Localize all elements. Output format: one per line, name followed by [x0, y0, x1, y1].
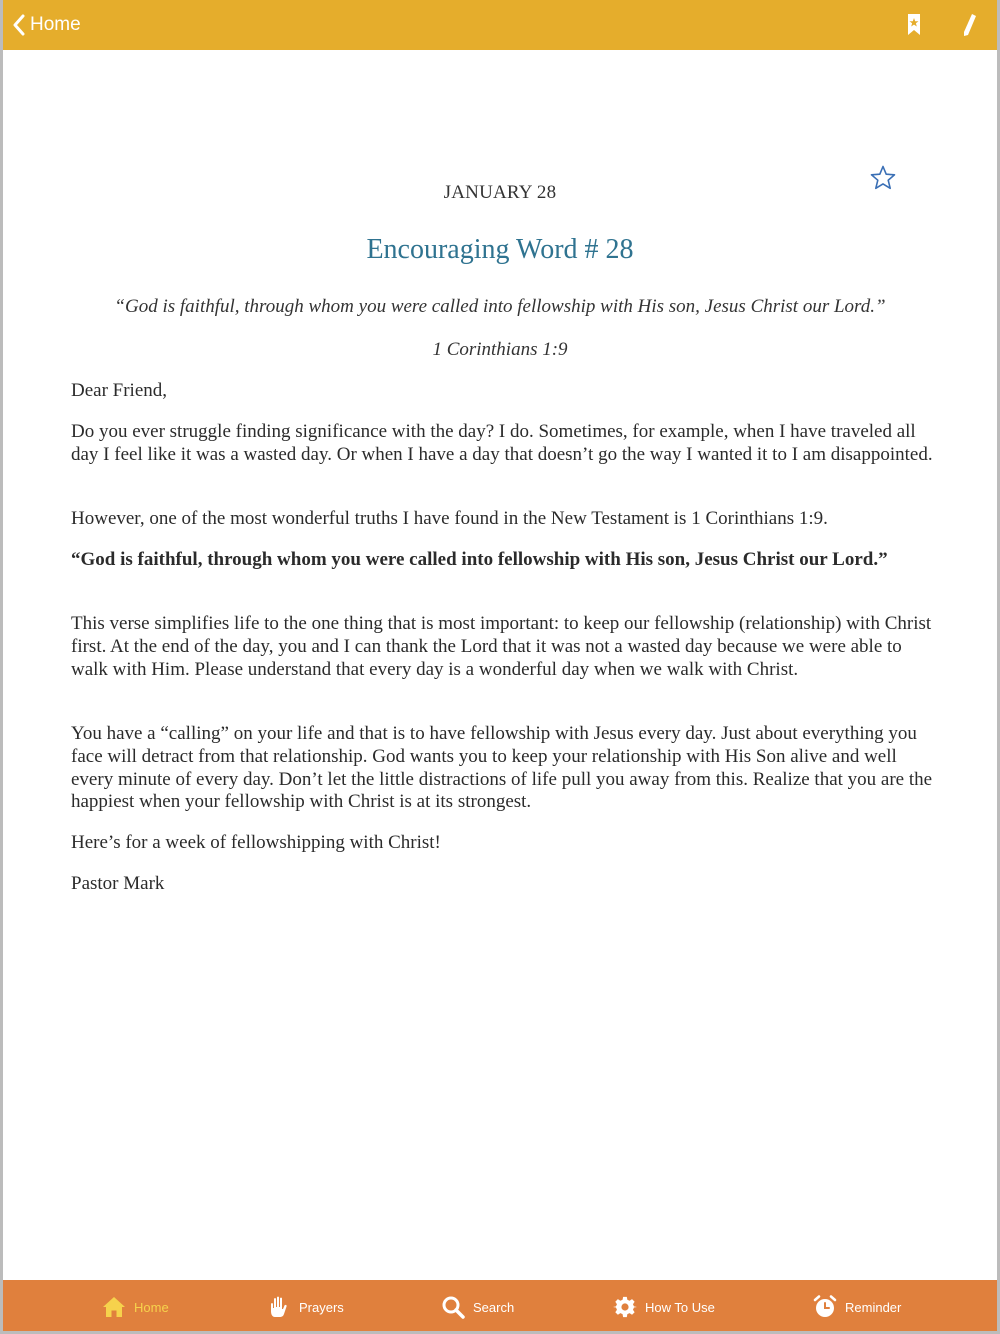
verse-reference: 1 Corinthians 1:9: [432, 339, 568, 360]
pencil-icon[interactable]: [957, 12, 983, 38]
favorite-star-icon[interactable]: [869, 164, 897, 192]
bold-verse-paragraph: “God is faithful, through whom you were called into fellowship with His son, Jesus Christ our Lord.”: [71, 549, 888, 570]
tab-search[interactable]: [441, 1280, 514, 1334]
paragraph: This verse simplifies life to the one thing that is most important: to keep our fellowship (relationship) with Christ first. At the end of the day, you and I can thank the Lord that it was not a wasted day because we were able to walk with Him. Please understand that every day is a wonderful day when we walk with Christ.: [71, 613, 932, 680]
paragraph: You have a “calling” on your life and that is to have fellowship with Jesus every day. Just about everything you face will detract from that relationship. God wants you to keep your relationship with His Son alive and well every minute of every day. Don’t let the little distractions of life pull you away from this. Realize that you are the happiest when your fellowship with Christ is at its strongest.: [71, 723, 933, 813]
tab-search-label: Search: [473, 1299, 515, 1315]
tab-prayers-label: Prayers: [299, 1299, 344, 1315]
paragraph: Do you ever struggle finding significance with the day? I do. Sometimes, for example, when I have traveled all day I feel like it was a wasted day. Or when I have a day that doesn’t go the way I wanted it to I am disappointed.: [71, 421, 933, 465]
tab-how-to-use[interactable]: [613, 1280, 715, 1334]
home-icon: [102, 1295, 126, 1319]
devotional-date: JANUARY 28: [443, 182, 557, 203]
devotional-content: [0, 50, 1000, 1280]
tab-home[interactable]: [102, 1280, 169, 1334]
paragraph: Here’s for a week of fellowshipping with Christ!: [71, 832, 441, 853]
navigation-bar: [0, 0, 1000, 50]
greeting: Dear Friend,: [71, 380, 168, 401]
tab-home-label: Home: [134, 1299, 169, 1315]
tab-prayers[interactable]: [267, 1280, 344, 1334]
alarm-clock-icon: [813, 1295, 837, 1319]
back-button-label: Home: [30, 14, 81, 35]
chevron-left-icon: [12, 14, 26, 36]
tab-how-to-use-label: How To Use: [645, 1299, 715, 1315]
tab-bar: [0, 1280, 1000, 1334]
verse-quote: “God is faithful, through whom you were called into fellowship with His son, Jesus Christ our Lord.”: [114, 296, 886, 317]
devotional-title: Encouraging Word # 28: [366, 234, 634, 265]
praying-hands-icon: [267, 1295, 291, 1319]
back-button[interactable]: [12, 10, 81, 40]
paragraph: However, one of the most wonderful truths I have found in the New Testament is 1 Corinthians 1:9.: [71, 508, 828, 529]
tab-reminder[interactable]: [813, 1280, 901, 1334]
search-icon: [441, 1295, 465, 1319]
tab-reminder-label: Reminder: [845, 1299, 902, 1315]
signature: Pastor Mark: [71, 873, 165, 894]
gear-icon: [613, 1295, 637, 1319]
bookmark-ribbon-icon[interactable]: [901, 12, 927, 38]
